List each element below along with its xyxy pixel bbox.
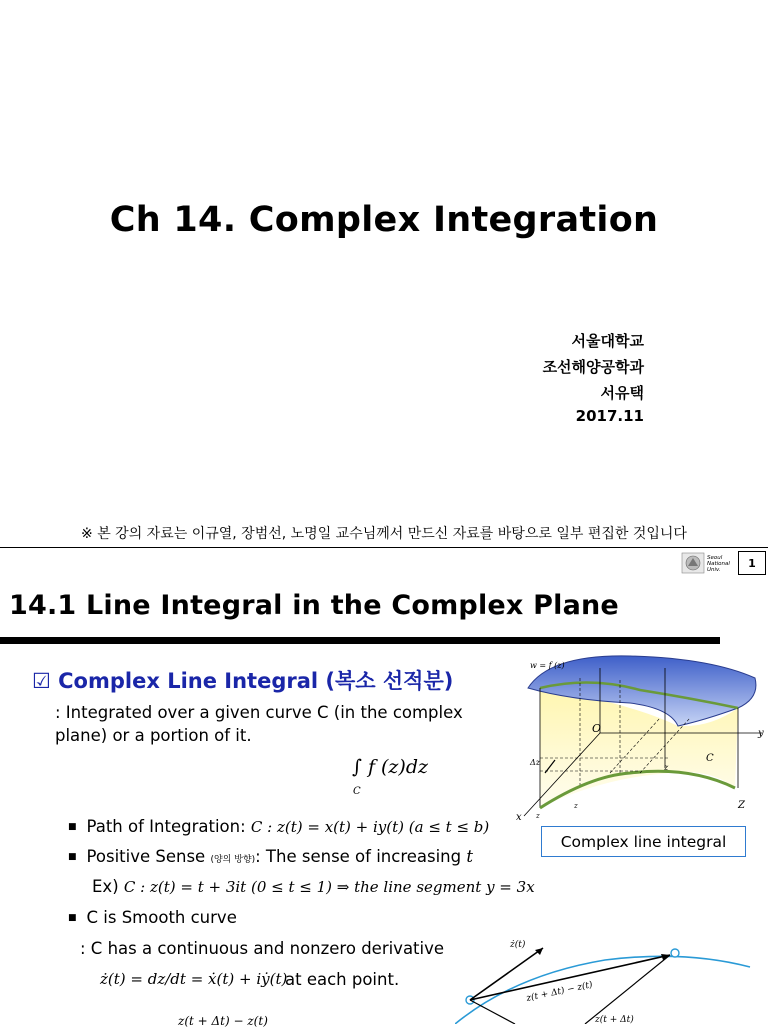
- label-z1: z: [574, 802, 578, 810]
- source-note: ※ 본 강의 자료는 이규열, 장범선, 노명일 교수님께서 만드신 자료를 바탕으로 일부 편집한 것입니다: [81, 526, 687, 542]
- partial-formula: z(t + Δt) − z(t): [178, 1014, 268, 1028]
- example-math: C : z(t) = t + 3it (0 ≤ t ≤ 1) ⇒ the line segment y = 3x: [123, 878, 535, 896]
- label-zk: z: [664, 763, 669, 772]
- label-x: x: [516, 812, 522, 823]
- subsection-heading: [32, 665, 453, 695]
- logo-line-3: Univ.: [707, 567, 721, 573]
- label-diff: z(t + Δt) − z(t): [525, 980, 594, 1004]
- label-origin: O: [592, 722, 602, 735]
- bullet-sense: [68, 847, 473, 866]
- bullet-icon: ■: [68, 913, 77, 923]
- bullet-path-math: C : z(t) = x(t) + iy(t) (a ≤ t ≤ b): [250, 818, 490, 836]
- bullet-path: [68, 817, 489, 836]
- intro-line-2: plane) or a portion of it.: [55, 726, 252, 745]
- author-university: 서울대학교: [571, 332, 644, 350]
- bullet-sense-label: Positive Sense: [86, 847, 206, 866]
- integral-subscript: C: [353, 786, 361, 797]
- label-zdot: ż(t): [510, 940, 526, 950]
- label-w: w = f (z): [530, 661, 565, 670]
- at-each-point: at each point.: [285, 970, 400, 989]
- page-divider: [0, 547, 768, 548]
- example-line: [92, 877, 535, 896]
- bullet-icon: ■: [68, 852, 77, 862]
- logo-line-1: Seoul: [707, 555, 723, 561]
- smooth-description: : C has a continuous and nonzero derivative: [80, 939, 445, 958]
- bullet-path-label: Path of Integration:: [86, 817, 246, 836]
- bullet-smooth: [68, 908, 237, 927]
- section-underline: [0, 637, 720, 644]
- integral-formula: ∫ f (z)dz: [352, 756, 429, 778]
- bullet-smooth-label: C is Smooth curve: [86, 908, 237, 927]
- author-name: 서유택: [600, 384, 644, 402]
- university-logo: [680, 551, 736, 575]
- cover-title: Ch 14. Complex Integration: [109, 200, 659, 240]
- label-c: C: [706, 753, 714, 764]
- label-zt-dt: z(t + Δt): [595, 1015, 634, 1024]
- figure-caption: Complex line integral: [541, 826, 746, 857]
- label-z0: z: [536, 812, 540, 820]
- tangent-curve: [455, 956, 750, 1024]
- intro-line-1: : Integrated over a given curve C (in the complex: [55, 703, 463, 722]
- author-date: 2017.11: [575, 407, 644, 425]
- example-prefix: Ex): [92, 877, 119, 896]
- label-y: y: [758, 728, 764, 739]
- bullet-icon: ■: [68, 822, 77, 832]
- bullet-sense-math: t: [466, 847, 474, 866]
- derivative-formula: ż(t) = dz/dt = ẋ(t) + iẏ(t): [100, 970, 288, 988]
- subsection-title: Complex Line Integral (복소 선적분): [58, 669, 454, 693]
- point-zt-dt: [671, 949, 679, 957]
- author-department: 조선해양공학과: [542, 358, 644, 376]
- bullet-sense-korean: (양의 방향): [210, 855, 256, 865]
- line-integral-figure: [510, 648, 768, 823]
- section-title: 14.1 Line Integral in the Complex Plane: [9, 590, 619, 621]
- tangent-figure: [455, 935, 768, 1024]
- label-dz: Δz: [530, 758, 540, 767]
- page-number: 1: [738, 551, 766, 575]
- label-z-axis: Z: [738, 800, 745, 811]
- checkbox-icon: ☑: [32, 669, 51, 693]
- logo-line-2: National: [707, 561, 730, 567]
- bullet-sense-label2: : The sense of increasing: [255, 847, 462, 866]
